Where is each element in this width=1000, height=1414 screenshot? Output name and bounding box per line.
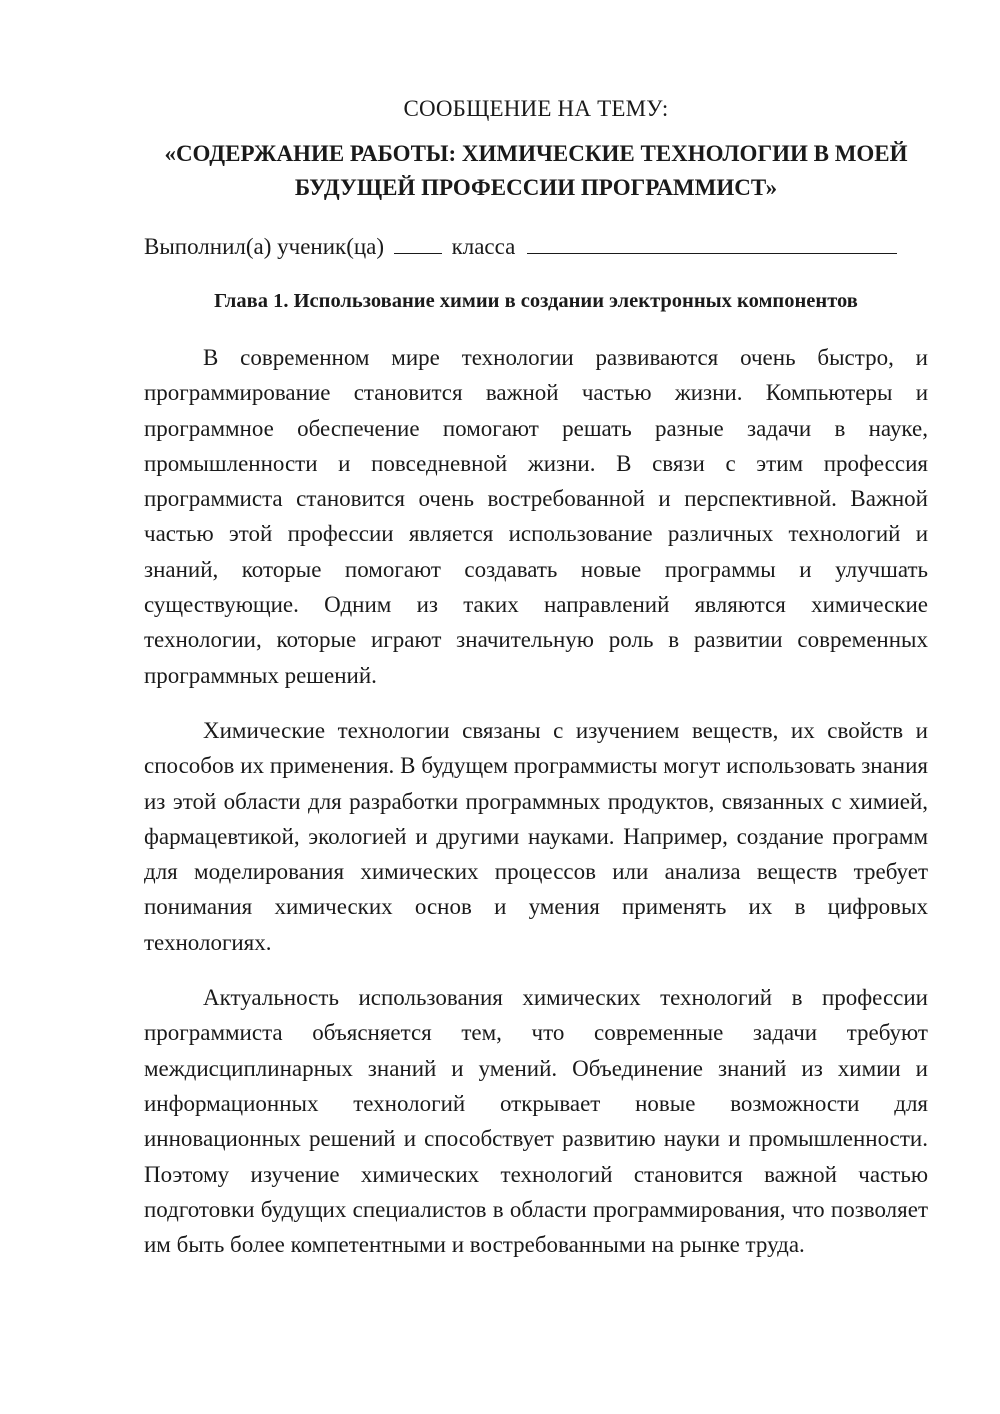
author-line [144, 230, 928, 264]
chapter-heading: Глава 1. Использование химии в создании электронных компонентов [214, 290, 858, 312]
document-page [144, 92, 928, 1262]
document-type: СООБЩЕНИЕ НА ТЕМУ: [403, 96, 669, 121]
document-title: «СОДЕРЖАНИЕ РАБОТЫ: ХИМИЧЕСКИЕ ТЕХНОЛОГИИ В МОЕЙ БУДУЩЕЙ ПРОФЕССИИ ПРОГРАММИСТ» [164, 141, 908, 200]
paragraph: Химические технологии связаны с изучением веществ, их свойств и способов их применения. В будущем программисты могут использовать знания из этой области для разработки программных продуктов, связанных с химией, фармацевтикой, экологией и другими науками. Например, создание программ для моделирования химических процессов или анализа веществ требует понимания химических основ и умения применять их в цифровых технологиях. [144, 717, 928, 955]
paragraph: Актуальность использования химических технологий в профессии программиста объясняется тем, что современные задачи требуют междисциплинарных знаний и умений. Объединение знаний из химии и информационных технологий открывает новые возможности для инновационных решений и способствует развитию науки и промышленности. Поэтому изучение химических технологий становится важной частью подготовки будущих специалистов в области программирования, что позволяет им быть более компетентными и востребованными на рынке труда. [144, 985, 928, 1258]
class-label: класса [451, 234, 516, 259]
student-name-blank [527, 231, 897, 254]
class-number-blank [394, 231, 442, 254]
author-prefix: Выполнил(а) ученик(ца) [144, 234, 385, 259]
paragraph: В современном мире технологии развиваются очень быстро, и программирование становится важной частью жизни. Компьютеры и программное обеспечение помогают решать разные задачи в науке, промышленности и повседневной жизни. В связи с этим профессия программиста становится очень востребованной и перспективной. Важной частью этой профессии является использование различных технологий и знаний, которые помогают создавать новые программы и улучшать существующие. Одним из таких направлений являются химические технологии, которые играют значительную роль в развитии современных программных решений. [144, 345, 928, 688]
